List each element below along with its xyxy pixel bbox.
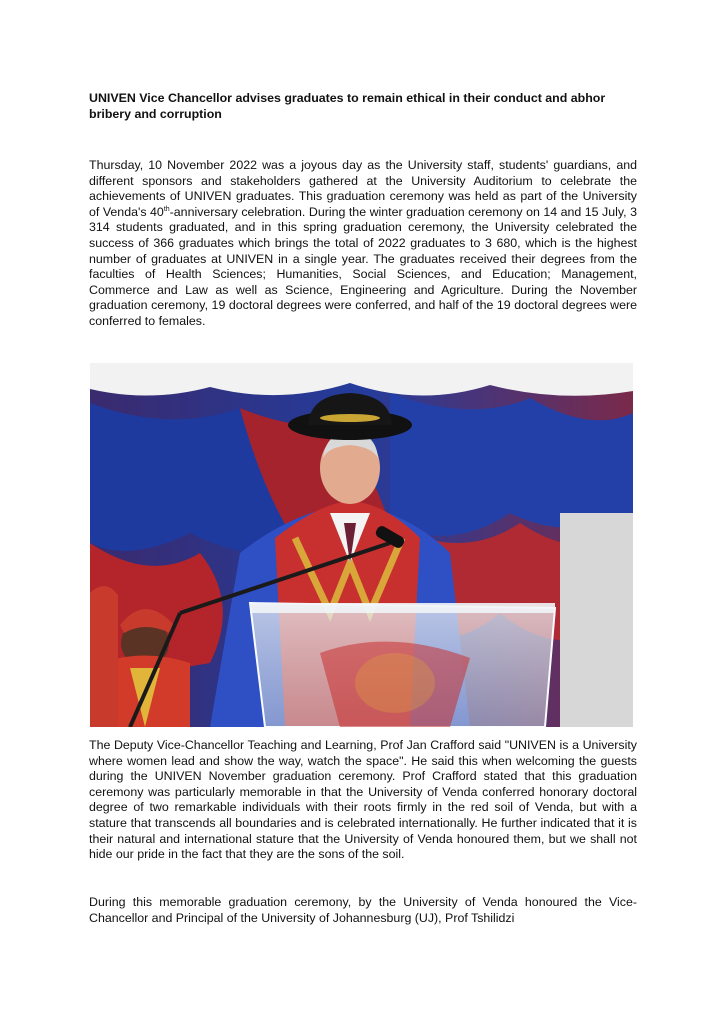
article-paragraph-2: The Deputy Vice-Chancellor Teaching and Learning, Prof Jan Crafford said "UNIVEN is a University where women lead and show the way, watch the space". He said this when welcoming the guests during the UNIVEN November graduation ceremony. Prof Crafford stated that this graduation ceremony was particularly memorable in that the University of Venda conferred honorary doctoral degree of two remarkable individuals with their roots firmly in the red soil of Venda, but with a stature that transcends all boundaries and is celebrated internationally. He further indicated that it is their natural and international stature that the University of Venda honoured them, but we shall not hide our pride in the fact that they are the sons of the soil.: [89, 738, 637, 862]
article-paragraph-1: [89, 158, 637, 330]
speaker-at-podium-illustration: [90, 363, 633, 727]
ordinal-superscript: th: [163, 205, 170, 213]
article-title: UNIVEN Vice Chancellor advises graduates to remain ethical in their conduct and abhor bribery and corruption: [89, 91, 606, 121]
article-paragraph-3: During this memorable graduation ceremony, by the University of Venda honoured the Vice-Chancellor and Principal of the University of Johannesburg (UJ), Prof Tshilidzi: [89, 895, 637, 925]
graduation-photo: [90, 363, 633, 727]
paragraph-1-text-a: Thursday, 10 November 2022 was a joyous day as the University staff, students' guardians, and different sponsors and stakeholders gathered at the University Auditorium to celebrate the achievements of UNIVEN graduates. This graduation ceremony was held as part of the University of Venda's 40: [89, 158, 637, 219]
paragraph-1-text-b: -anniversary celebration. During the winter graduation ceremony on 14 and 15 July, 3 314 students graduated, and in this spring graduation ceremony, the University celebrated the success of 366 graduates which brings the total of 2022 graduates to 3 680, which is the highest number of graduates at UNIVEN in a single year. The graduates received their degrees from the faculties of Health Sciences; Humanities, Social Sciences, and Education; Management, Commerce and Law as well as Science, Engineering and Agriculture. During the November graduation ceremony, 19 doctoral degrees were conferred, and half of the 19 doctoral degrees were conferred to females.: [89, 204, 637, 328]
